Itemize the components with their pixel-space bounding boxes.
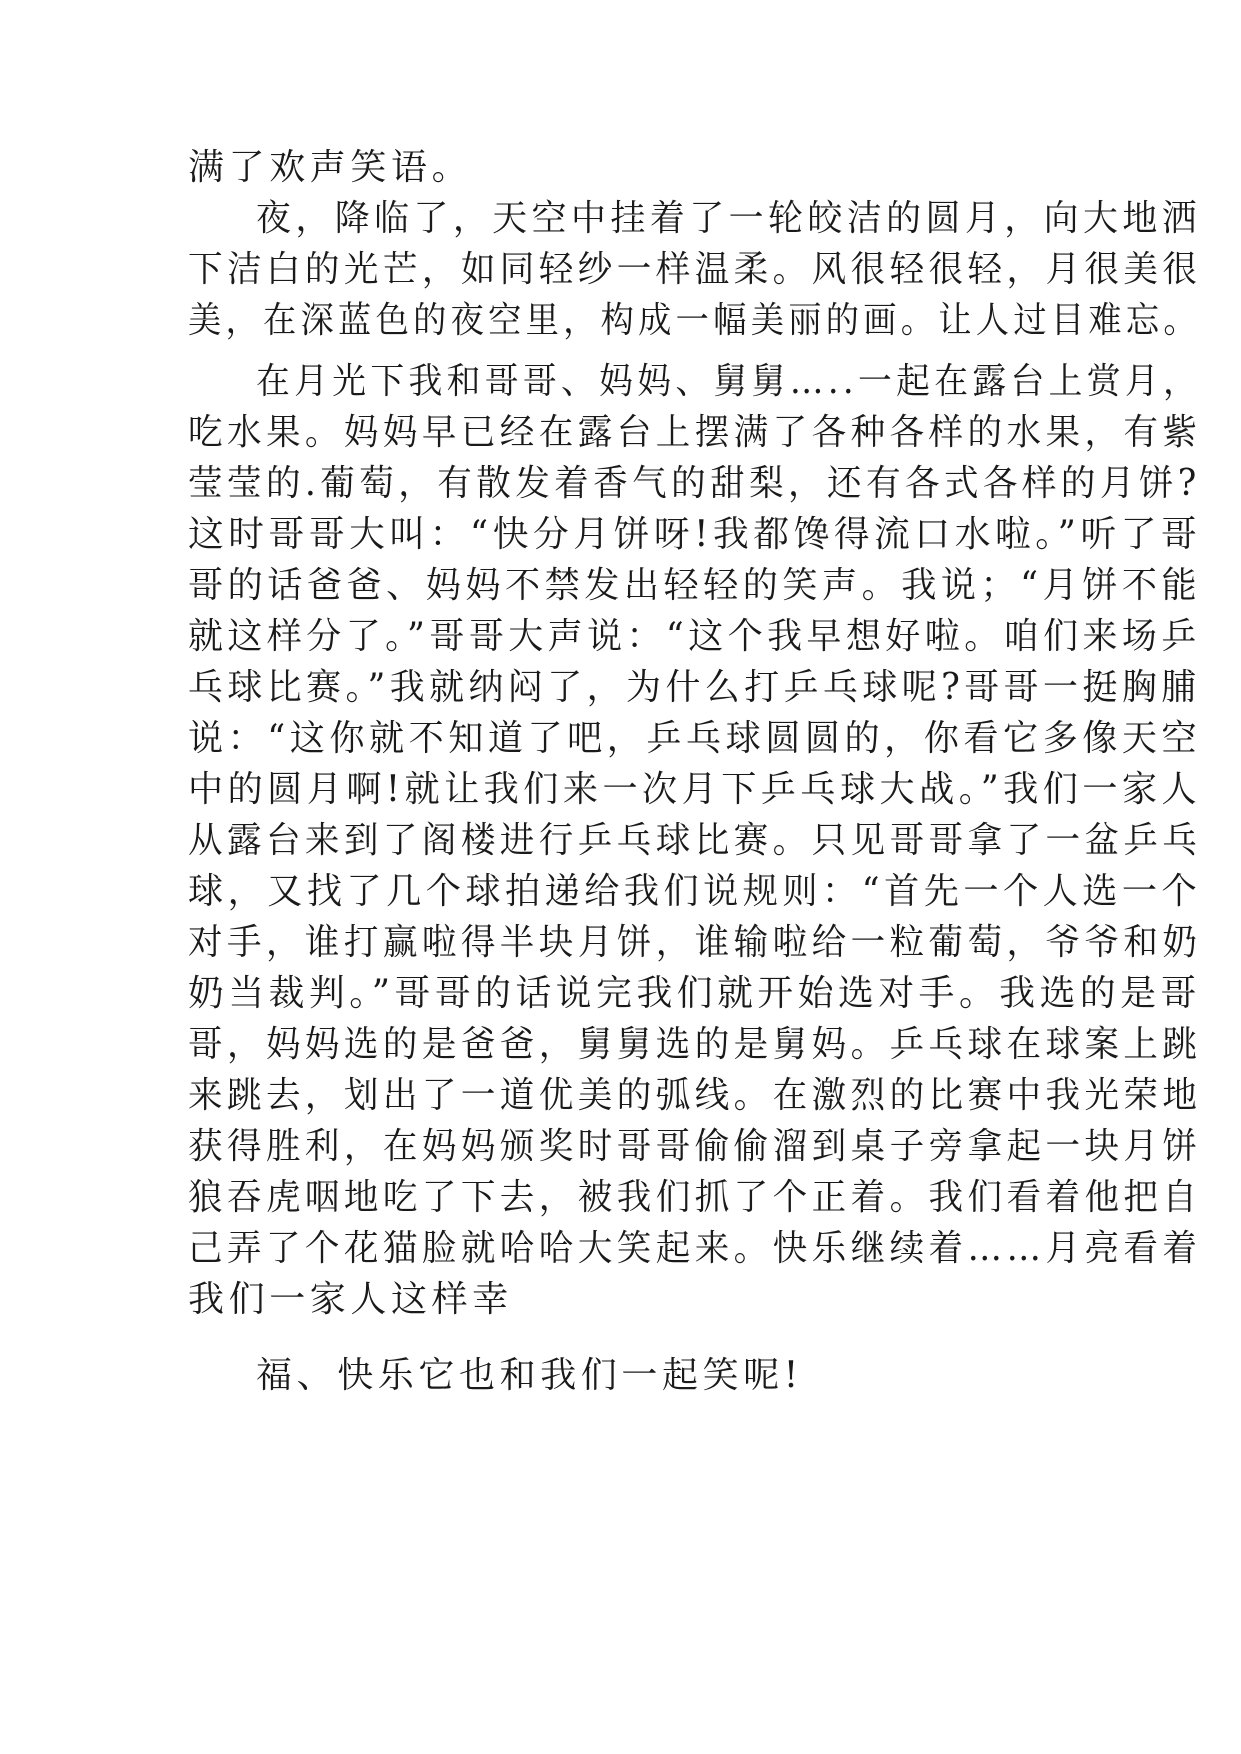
text-line: 莹莹的.葡萄，有散发着香气的甜梨，还有各式各样的月饼?	[188, 463, 1201, 504]
text-line: 球，又找了几个球拍递给我们说规则：“首先一个人选一个	[188, 871, 1202, 912]
text-line: 获得胜利，在妈妈颁奖时哥哥偷偷溜到桌子旁拿起一块月饼	[188, 1126, 1202, 1167]
text-line: 夜，降临了，天空中挂着了一轮皎洁的圆月，向大地洒	[256, 198, 1202, 239]
text-line: 哥的话爸爸、妈妈不禁发出轻轻的笑声。我说；“月饼不能	[188, 565, 1202, 606]
text-line: 我们一家人这样幸	[188, 1279, 513, 1320]
text-line: 下洁白的光芒，如同轻纱一样温柔。风很轻很轻，月很美很	[188, 249, 1202, 290]
text-line: 奶当裁判。”哥哥的话说完我们就开始选对手。我选的是哥	[188, 973, 1201, 1014]
text-line: 说：“这你就不知道了吧，乒乓球圆圆的，你看它多像天空	[188, 718, 1202, 759]
text-line: 对手，谁打赢啦得半块月饼，谁输啦给一粒葡萄，爷爷和奶	[188, 922, 1202, 963]
text-line: 福、快乐它也和我们一起笑呢!	[256, 1355, 803, 1396]
text-line: 哥，妈妈选的是爸爸，舅舅选的是舅妈。乒乓球在球案上跳	[188, 1024, 1202, 1065]
text-line: 这时哥哥大叫：“快分月饼呀!我都馋得流口水啦。”听了哥	[188, 514, 1202, 555]
text-line: 就这样分了。”哥哥大声说：“这个我早想好啦。咱们来场乒	[188, 616, 1201, 657]
text-line: 乓球比赛。”我就纳闷了，为什么打乒乓球呢?哥哥一挺胸脯	[188, 667, 1201, 708]
text-line: 从露台来到了阁楼进行乒乓球比赛。只见哥哥拿了一盆乒乓	[188, 820, 1202, 861]
text-line: 狼吞虎咽地吃了下去，被我们抓了个正着。我们看着他把自	[188, 1177, 1202, 1218]
text-line: 中的圆月啊!就让我们来一次月下乒乓球大战。”我们一家人	[188, 769, 1202, 810]
text-line: 满了欢声笑语。	[188, 147, 473, 188]
text-line: 在月光下我和哥哥、妈妈、舅舅…..一起在露台上赏月，	[256, 361, 1202, 402]
text-line: 吃水果。妈妈早已经在露台上摆满了各种各样的水果，有紫	[188, 412, 1202, 453]
text-line: 美，在深蓝色的夜空里，构成一幅美丽的画。让人过目难忘。	[188, 300, 1201, 341]
text-line: 己弄了个花猫脸就哈哈大笑起来。快乐继续着……月亮看着	[188, 1228, 1202, 1269]
text-line: 来跳去，划出了一道优美的弧线。在激烈的比赛中我光荣地	[188, 1075, 1202, 1116]
